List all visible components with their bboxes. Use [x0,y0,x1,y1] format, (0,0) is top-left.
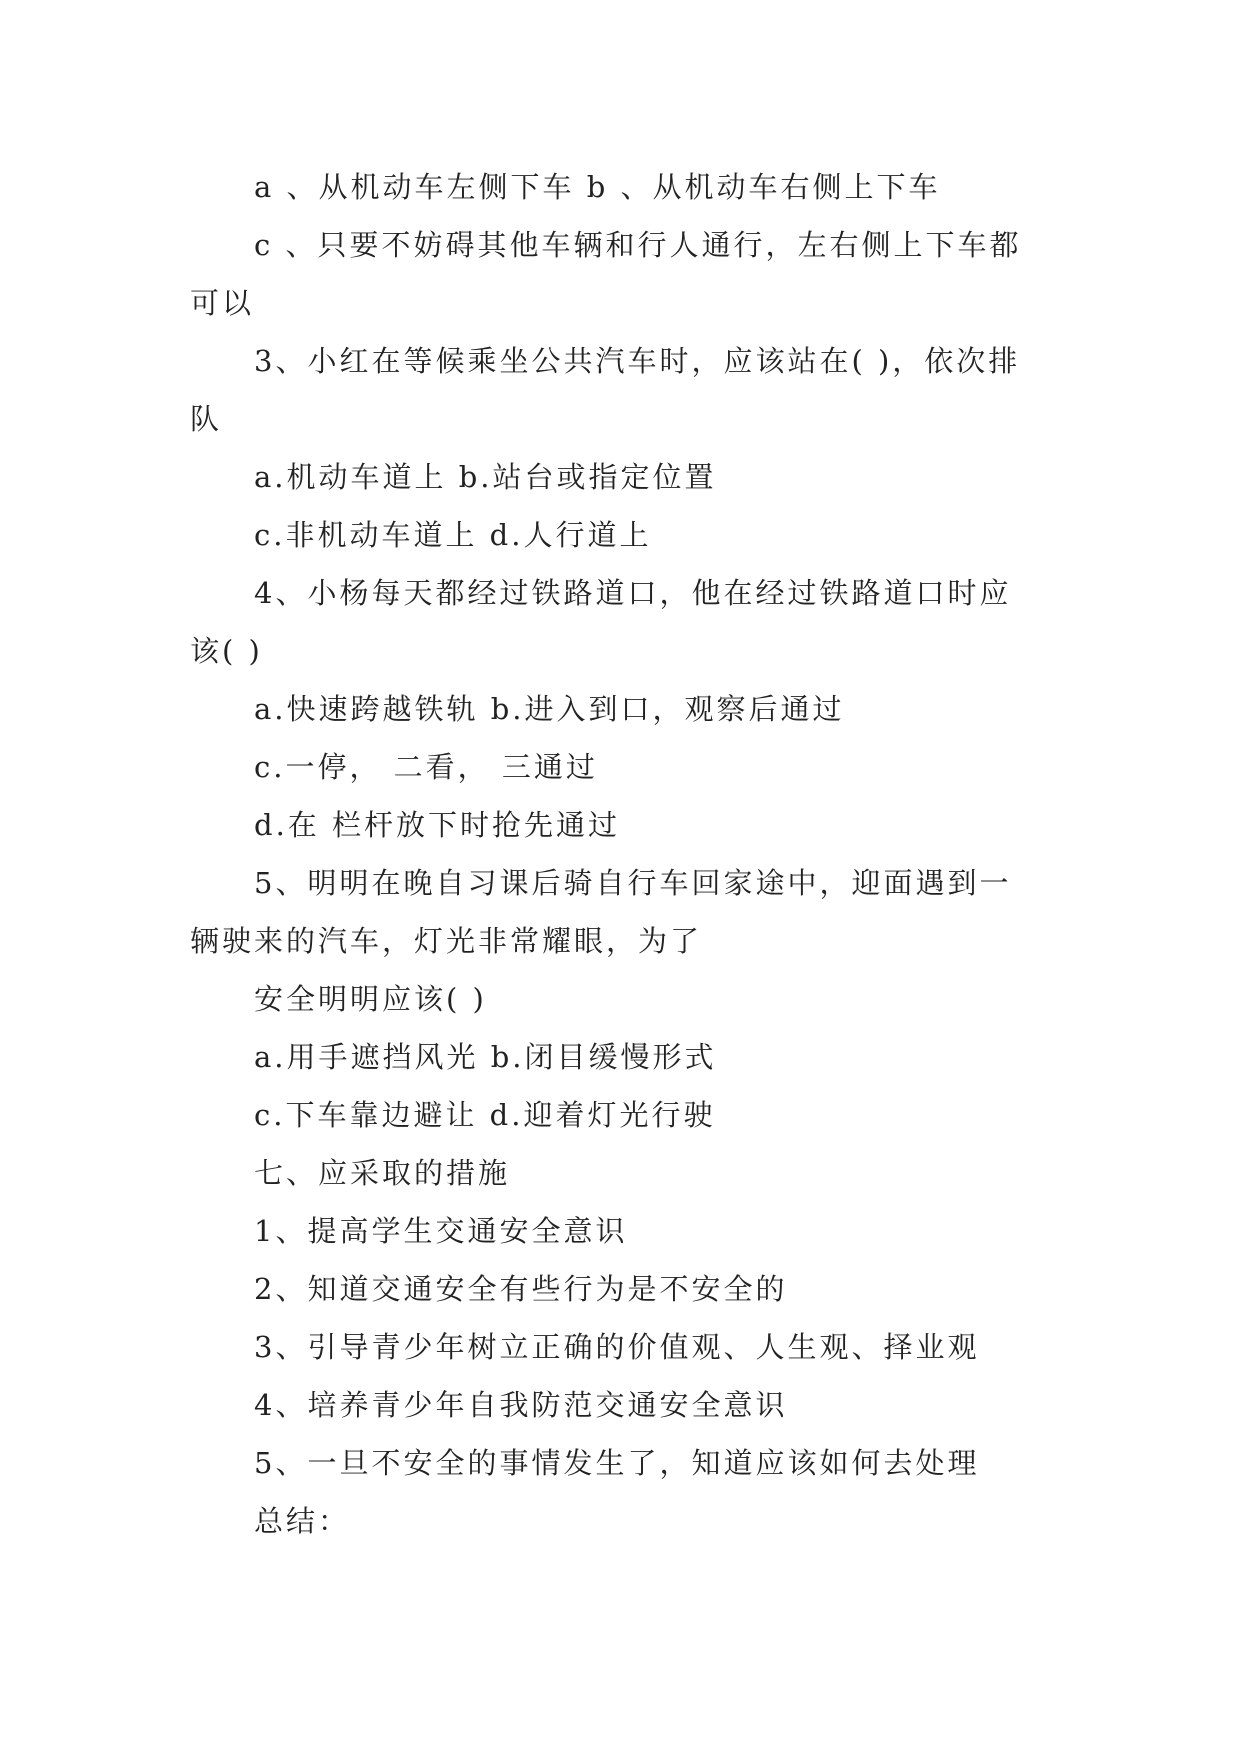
option-line-a-b-vehicle: a 、从机动车左侧下车 b 、从机动车右侧上下车 [254,170,941,204]
question-3: 3、小红在等候乘坐公共汽车时，应该站在( )，依次排 [254,344,1021,378]
question-3-options-c-d: c.非机动车道上 d.人行道上 [254,518,652,552]
measure-item-1: 1、提高学生交通安全意识 [254,1214,628,1248]
question-5-prompt: 安全明明应该( ) [254,982,487,1016]
measure-item-4: 4、培养青少年自我防范交通安全意识 [254,1388,788,1422]
section-heading-measures: 七、应采取的措施 [254,1156,511,1190]
measure-item-5: 5、一旦不安全的事情发生了，知道应该如何去处理 [254,1446,980,1480]
option-line-c-vehicle: c 、只要不妨碍其他车辆和行人通行，左右侧上下车都 [254,228,1022,262]
question-4-continued: 该( ) [190,634,263,668]
option-line-c-vehicle-continued: 可以 [190,286,255,320]
document-body [190,158,1070,1550]
question-3-continued: 队 [190,402,223,436]
measure-item-3: 3、引导青少年树立正确的价值观、人生观、择业观 [254,1330,980,1364]
question-4-option-d: d.在 栏杆放下时抢先通过 [254,808,621,842]
question-4-option-c: c.一停， 二看， 三通过 [254,750,598,784]
summary-heading: 总结： [254,1504,351,1538]
question-3-options-a-b: a.机动车道上 b.站台或指定位置 [254,460,717,494]
question-5-options-c-d: c.下车靠边避让 d.迎着灯光行驶 [254,1098,716,1132]
question-4: 4、小杨每天都经过铁路道口，他在经过铁路道口时应 [254,576,1012,610]
question-4-options-a-b: a.快速跨越铁轨 b.进入到口，观察后通过 [254,692,845,726]
question-5: 5、明明在晚自习课后骑自行车回家途中，迎面遇到一 [254,866,1012,900]
question-5-options-a-b: a.用手遮挡风光 b.闭目缓慢形式 [254,1040,717,1074]
question-5-continued: 辆驶来的汽车，灯光非常耀眼，为了 [190,924,703,958]
measure-item-2: 2、知道交通安全有些行为是不安全的 [254,1272,788,1306]
